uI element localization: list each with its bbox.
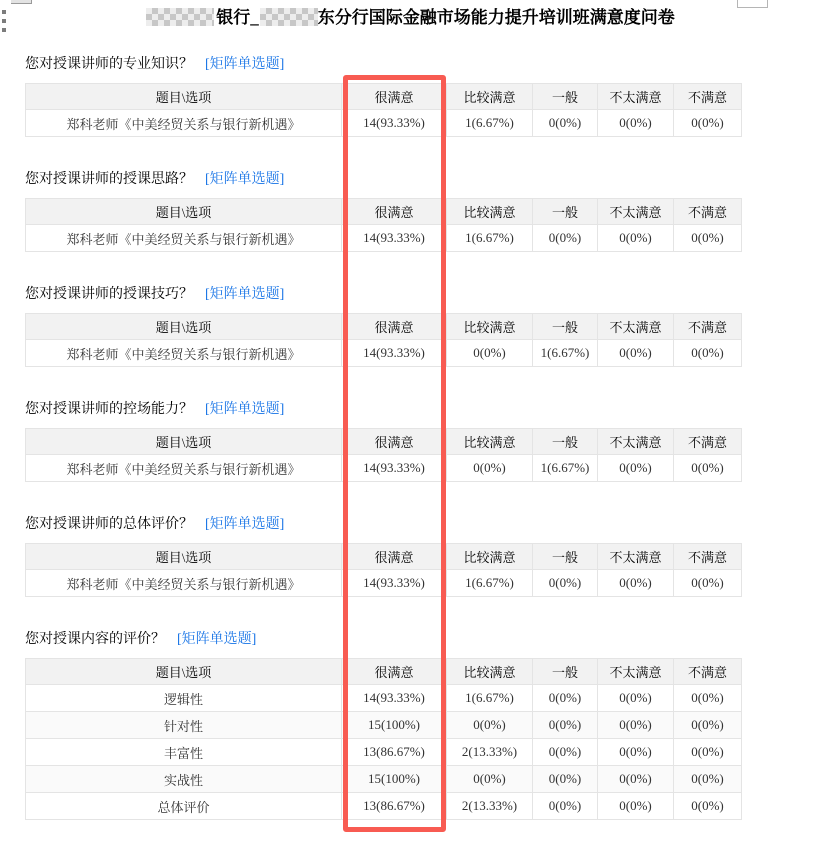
value-cell: 0(0%) xyxy=(598,570,674,597)
table-header-row xyxy=(26,314,742,340)
column-header: 不满意 xyxy=(674,429,742,455)
question-type-link[interactable]: [矩阵单选题] xyxy=(205,57,285,72)
table-row xyxy=(26,739,742,766)
value-cell: 0(0%) xyxy=(533,225,598,252)
column-header: 题目\选项 xyxy=(26,84,342,110)
value-cell: 2(13.33%) xyxy=(447,793,533,820)
result-table xyxy=(25,543,742,597)
value-cell: 0(0%) xyxy=(598,685,674,712)
value-cell: 0(0%) xyxy=(533,685,598,712)
table-row xyxy=(26,766,742,793)
column-header: 题目\选项 xyxy=(26,659,342,685)
value-cell: 0(0%) xyxy=(533,110,598,137)
table-row xyxy=(26,712,742,739)
result-table xyxy=(25,658,742,820)
column-header: 比较满意 xyxy=(447,544,533,570)
value-cell: 14(93.33%) xyxy=(342,340,447,367)
row-label: 实战性 xyxy=(26,766,342,793)
column-header: 比较满意 xyxy=(447,199,533,225)
survey-section xyxy=(25,630,741,820)
result-table xyxy=(25,83,742,137)
column-header: 一般 xyxy=(533,199,598,225)
survey-section xyxy=(25,515,741,597)
question-text: 您对授课讲师的控场能力？ xyxy=(25,402,193,417)
column-header: 比较满意 xyxy=(447,659,533,685)
column-header: 比较满意 xyxy=(447,314,533,340)
value-cell: 14(93.33%) xyxy=(342,225,447,252)
row-label: 郑科老师《中美经贸关系与银行新机遇》 xyxy=(26,570,342,597)
value-cell: 14(93.33%) xyxy=(342,455,447,482)
column-header: 不太满意 xyxy=(598,659,674,685)
value-cell: 13(86.67%) xyxy=(342,739,447,766)
value-cell: 1(6.67%) xyxy=(447,110,533,137)
question-line xyxy=(25,400,741,419)
value-cell: 15(100%) xyxy=(342,766,447,793)
page-title xyxy=(0,8,821,28)
column-header: 很满意 xyxy=(342,659,447,685)
question-text: 您对授课讲师的授课技巧？ xyxy=(25,287,193,302)
question-line xyxy=(25,55,741,74)
value-cell: 1(6.67%) xyxy=(447,225,533,252)
column-header: 很满意 xyxy=(342,199,447,225)
column-header: 很满意 xyxy=(342,314,447,340)
value-cell: 0(0%) xyxy=(674,685,742,712)
column-header: 一般 xyxy=(533,659,598,685)
value-cell: 0(0%) xyxy=(598,455,674,482)
value-cell: 0(0%) xyxy=(674,340,742,367)
table-row xyxy=(26,110,742,137)
table-header-row xyxy=(26,544,742,570)
value-cell: 0(0%) xyxy=(674,225,742,252)
result-table xyxy=(25,198,742,252)
value-cell: 0(0%) xyxy=(598,766,674,793)
table-header-row xyxy=(26,84,742,110)
table-row xyxy=(26,455,742,482)
value-cell: 0(0%) xyxy=(598,340,674,367)
value-cell: 0(0%) xyxy=(674,570,742,597)
row-label: 丰富性 xyxy=(26,739,342,766)
value-cell: 0(0%) xyxy=(533,570,598,597)
question-type-link[interactable]: [矩阵单选题] xyxy=(177,632,257,647)
value-cell: 1(6.67%) xyxy=(447,570,533,597)
column-header: 题目\选项 xyxy=(26,199,342,225)
value-cell: 0(0%) xyxy=(447,766,533,793)
redacted-block-1 xyxy=(146,8,214,26)
value-cell: 0(0%) xyxy=(447,712,533,739)
value-cell: 0(0%) xyxy=(674,110,742,137)
question-type-link[interactable]: [矩阵单选题] xyxy=(205,172,285,187)
question-line xyxy=(25,630,741,649)
column-header: 不太满意 xyxy=(598,84,674,110)
row-label: 郑科老师《中美经贸关系与银行新机遇》 xyxy=(26,225,342,252)
table-header-row xyxy=(26,199,742,225)
value-cell: 0(0%) xyxy=(598,793,674,820)
question-text: 您对授课讲师的总体评价？ xyxy=(25,517,193,532)
question-text: 您对授课讲师的授课思路？ xyxy=(25,172,193,187)
value-cell: 0(0%) xyxy=(598,110,674,137)
column-header: 一般 xyxy=(533,84,598,110)
question-type-link[interactable]: [矩阵单选题] xyxy=(205,287,285,302)
column-header: 题目\选项 xyxy=(26,429,342,455)
value-cell: 0(0%) xyxy=(674,455,742,482)
row-label: 总体评价 xyxy=(26,793,342,820)
value-cell: 0(0%) xyxy=(533,766,598,793)
question-text: 您对授课内容的评价？ xyxy=(25,632,165,647)
column-header: 一般 xyxy=(533,429,598,455)
table-row xyxy=(26,793,742,820)
column-header: 很满意 xyxy=(342,429,447,455)
value-cell: 14(93.33%) xyxy=(342,685,447,712)
table-row xyxy=(26,685,742,712)
value-cell: 1(6.67%) xyxy=(447,685,533,712)
value-cell: 0(0%) xyxy=(674,766,742,793)
table-header-row xyxy=(26,659,742,685)
column-header: 不满意 xyxy=(674,659,742,685)
result-table xyxy=(25,313,742,367)
column-header: 题目\选项 xyxy=(26,314,342,340)
column-header: 不太满意 xyxy=(598,544,674,570)
column-header: 一般 xyxy=(533,314,598,340)
window-corner-fragment xyxy=(737,0,768,8)
column-header: 比较满意 xyxy=(447,84,533,110)
column-header: 不满意 xyxy=(674,199,742,225)
question-line xyxy=(25,515,741,534)
value-cell: 0(0%) xyxy=(598,225,674,252)
value-cell: 0(0%) xyxy=(598,739,674,766)
row-label: 郑科老师《中美经贸关系与银行新机遇》 xyxy=(26,340,342,367)
value-cell: 0(0%) xyxy=(674,793,742,820)
column-header: 很满意 xyxy=(342,84,447,110)
value-cell: 1(6.67%) xyxy=(533,340,598,367)
question-type-link[interactable]: [矩阵单选题] xyxy=(205,517,285,532)
value-cell: 2(13.33%) xyxy=(447,739,533,766)
value-cell: 14(93.33%) xyxy=(342,110,447,137)
column-header: 不满意 xyxy=(674,544,742,570)
question-text: 您对授课讲师的专业知识？ xyxy=(25,57,193,72)
drag-handle-dot[interactable] xyxy=(2,28,6,32)
survey-section xyxy=(25,55,741,137)
value-cell: 15(100%) xyxy=(342,712,447,739)
column-header: 比较满意 xyxy=(447,429,533,455)
value-cell: 0(0%) xyxy=(447,455,533,482)
column-header: 题目\选项 xyxy=(26,544,342,570)
row-label: 逻辑性 xyxy=(26,685,342,712)
value-cell: 0(0%) xyxy=(598,712,674,739)
column-header: 不满意 xyxy=(674,314,742,340)
question-line xyxy=(25,285,741,304)
drag-handle-dot[interactable] xyxy=(2,10,6,14)
row-label: 郑科老师《中美经贸关系与银行新机遇》 xyxy=(26,455,342,482)
title-text-part2: 东分行国际金融市场能力提升培训班满意度问卷 xyxy=(317,8,675,27)
value-cell: 14(93.33%) xyxy=(342,570,447,597)
selection-handle-bar xyxy=(11,0,32,4)
column-header: 一般 xyxy=(533,544,598,570)
column-header: 不太满意 xyxy=(598,429,674,455)
row-label: 针对性 xyxy=(26,712,342,739)
question-line xyxy=(25,170,741,189)
value-cell: 0(0%) xyxy=(533,739,598,766)
value-cell: 13(86.67%) xyxy=(342,793,447,820)
survey-section xyxy=(25,285,741,367)
column-header: 不太满意 xyxy=(598,314,674,340)
row-label: 郑科老师《中美经贸关系与银行新机遇》 xyxy=(26,110,342,137)
column-header: 不太满意 xyxy=(598,199,674,225)
column-header: 很满意 xyxy=(342,544,447,570)
value-cell: 0(0%) xyxy=(674,712,742,739)
column-header: 不满意 xyxy=(674,84,742,110)
value-cell: 1(6.67%) xyxy=(533,455,598,482)
result-table xyxy=(25,428,742,482)
value-cell: 0(0%) xyxy=(447,340,533,367)
title-text-part1: 银行_ xyxy=(216,8,259,27)
survey-section xyxy=(25,400,741,482)
drag-handle-dot[interactable] xyxy=(2,19,6,23)
value-cell: 0(0%) xyxy=(533,793,598,820)
table-header-row xyxy=(26,429,742,455)
survey-sections xyxy=(25,55,741,820)
question-type-link[interactable]: [矩阵单选题] xyxy=(205,402,285,417)
table-row xyxy=(26,225,742,252)
value-cell: 0(0%) xyxy=(674,739,742,766)
redacted-block-2 xyxy=(260,8,318,26)
table-row xyxy=(26,570,742,597)
table-row xyxy=(26,340,742,367)
survey-section xyxy=(25,170,741,252)
value-cell: 0(0%) xyxy=(533,712,598,739)
